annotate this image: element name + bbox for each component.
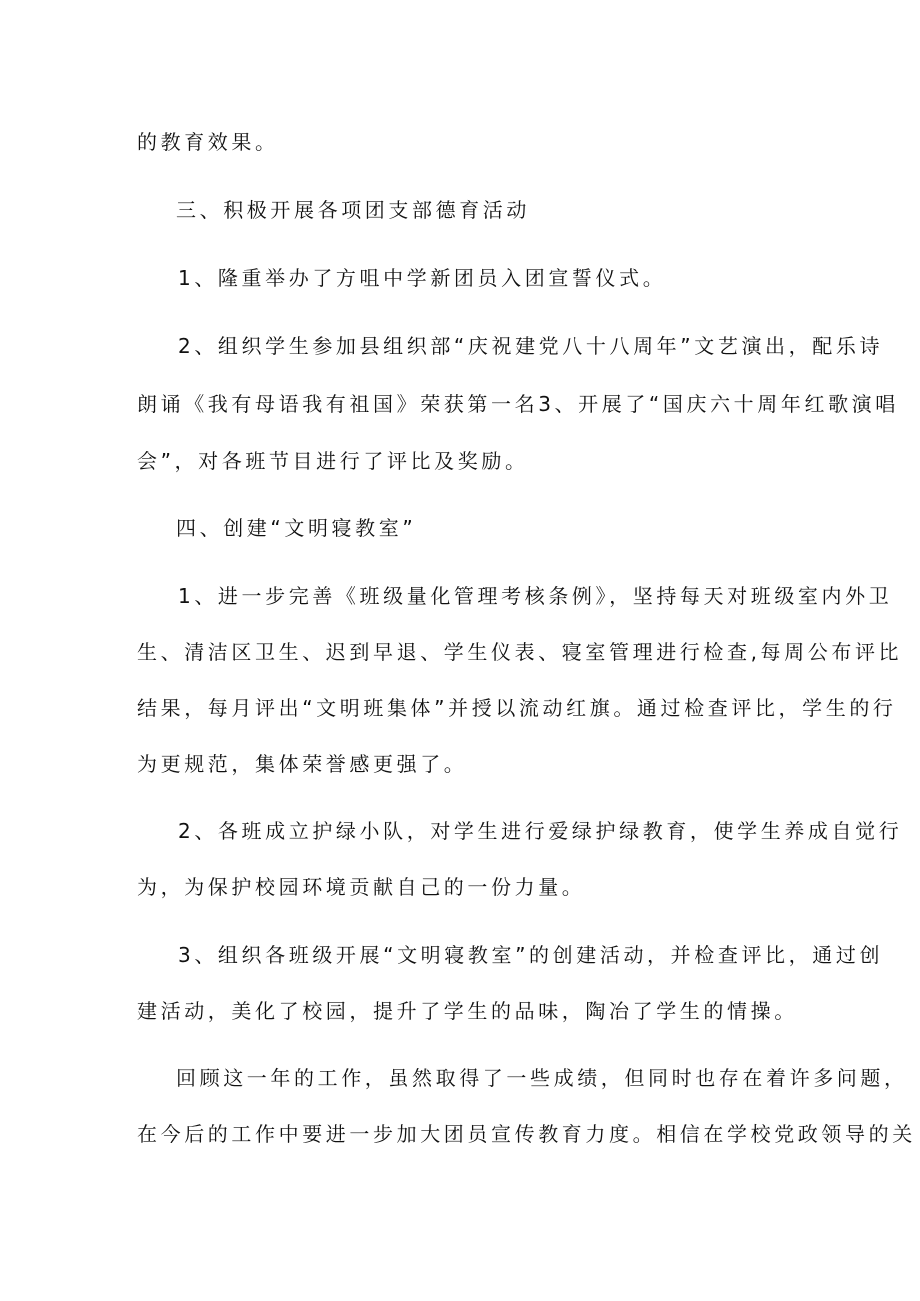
section-heading: 四、创建“文明寝教室” <box>176 516 417 540</box>
paragraph-line: 为更规范，集体荣誉感更强了。 <box>137 752 468 776</box>
paragraph-line: 3、组织各班级开展“文明寝教室”的创建活动，并检查评比，通过创 <box>178 943 884 967</box>
paragraph-line: 2、组织学生参加县组织部“庆祝建党八十八周年”文艺演出，配乐诗 <box>178 334 884 358</box>
paragraph-line: 结果，每月评出“文明班集体”并授以流动红旗。通过检查评比，学生的行 <box>137 696 897 720</box>
paragraph-line: 生、清洁区卫生、迟到早退、学生仪表、寝室管理进行检查,每周公布评比 <box>137 640 903 664</box>
paragraph-line: 在今后的工作中要进一步加大团员宣传教育力度。相信在学校党政领导的关 <box>137 1122 916 1146</box>
paragraph-line: 会”，对各班节目进行了评比及奖励。 <box>137 449 529 473</box>
paragraph-line: 1、进一步完善《班级量化管理考核条例》，坚持每天对班级室内外卫 <box>178 584 893 608</box>
paragraph-line: 建活动，美化了校园，提升了学生的品味，陶冶了学生的情操。 <box>137 999 798 1023</box>
paragraph-line: 2、各班成立护绿小队，对学生进行爱绿护绿教育，使学生养成自觉行 <box>178 819 903 843</box>
paragraph-line: 1、隆重举办了方咀中学新团员入团宣誓仪式。 <box>178 266 667 290</box>
paragraph-line: 的教育效果。 <box>137 130 279 154</box>
paragraph-line: 回顾这一年的工作，虽然取得了一些成绩，但同时也存在着许多问题， <box>176 1066 908 1090</box>
paragraph-line: 为，为保护校园环境贡献自己的一份力量。 <box>137 875 586 899</box>
paragraph-line: 朗诵《我有母语我有祖国》荣获第一名3、开展了“国庆六十周年红歌演唱 <box>137 392 899 416</box>
section-heading: 三、积极开展各项团支部德育活动 <box>176 198 530 222</box>
